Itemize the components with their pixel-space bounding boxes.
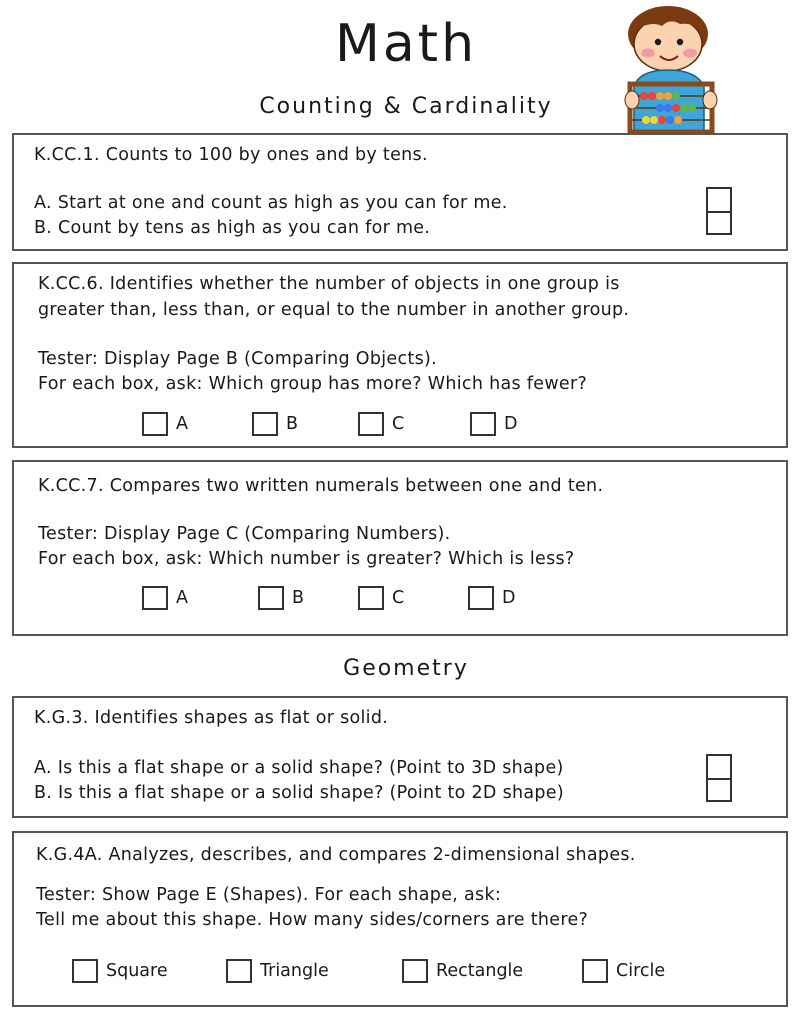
option-label: C [392, 588, 405, 608]
tester-instruction: Tester: Display Page B (Comparing Objects). [38, 349, 437, 369]
kid-abacus-illustration [610, 4, 730, 136]
section-heading-counting: Counting & Cardinality [259, 94, 553, 119]
option-label: B [286, 414, 299, 434]
score-box-b[interactable] [708, 778, 730, 800]
standard-title: K.CC.6. Identifies whether the number of objects in one group is [38, 274, 620, 294]
tester-instruction: Tester: Display Page C (Comparing Numbers). [38, 524, 451, 544]
score-box-a[interactable] [708, 756, 730, 778]
option-label: C [392, 414, 405, 434]
question-line: A. Is this a flat shape or a solid shape? (Point to 3D shape) [34, 758, 564, 778]
standard-title: greater than, less than, or equal to the number in another group. [38, 300, 630, 320]
option-rectangle[interactable] [402, 959, 523, 983]
checkbox[interactable] [72, 959, 98, 983]
option-a[interactable] [142, 412, 188, 436]
score-boxes [706, 754, 732, 802]
checkbox[interactable] [402, 959, 428, 983]
option-b[interactable] [252, 412, 298, 436]
checkbox[interactable] [142, 412, 168, 436]
standard-title: K.G.3. Identifies shapes as flat or solid. [34, 708, 389, 728]
question-line: A. Start at one and count as high as you can for me. [34, 193, 508, 213]
checkbox[interactable] [258, 586, 284, 610]
option-b[interactable] [258, 586, 304, 610]
page-title: Math [334, 14, 478, 74]
checkbox[interactable] [252, 412, 278, 436]
standard-title: K.G.4A. Analyzes, describes, and compares 2-dimensional shapes. [36, 845, 636, 865]
option-triangle[interactable] [226, 959, 329, 983]
tester-instruction: Tester: Show Page E (Shapes). For each shape, ask: [36, 885, 502, 905]
tester-instruction: For each box, ask: Which group has more? Which has fewer? [38, 374, 588, 394]
option-label: Rectangle [436, 961, 524, 981]
section-heading-geometry: Geometry [343, 656, 469, 681]
assessment-box-kcc1 [12, 133, 788, 251]
option-label: A [176, 414, 188, 434]
option-label: D [502, 588, 516, 608]
option-c[interactable] [358, 412, 404, 436]
question-line: B. Is this a flat shape or a solid shape? (Point to 2D shape) [34, 783, 565, 803]
standard-title: K.CC.7. Compares two written numerals between one and ten. [38, 476, 604, 496]
standard-title: K.CC.1. Counts to 100 by ones and by tens. [34, 145, 428, 165]
option-label: Square [106, 961, 168, 981]
checkbox[interactable] [358, 412, 384, 436]
tester-instruction: Tell me about this shape. How many sides/corners are there? [36, 910, 589, 930]
score-box-a[interactable] [708, 189, 730, 211]
option-label: D [504, 414, 518, 434]
option-square[interactable] [72, 959, 168, 983]
assessment-box-kcc7 [12, 460, 788, 636]
score-boxes [706, 187, 732, 235]
option-label: B [292, 588, 305, 608]
checkbox[interactable] [226, 959, 252, 983]
question-line: B. Count by tens as high as you can for me. [34, 218, 431, 238]
option-label: Triangle [260, 961, 329, 981]
option-d[interactable] [468, 586, 515, 610]
option-label: A [176, 588, 188, 608]
tester-instruction: For each box, ask: Which number is greater? Which is less? [38, 549, 575, 569]
checkbox[interactable] [468, 586, 494, 610]
assessment-box-kg3 [12, 696, 788, 818]
score-box-b[interactable] [708, 211, 730, 233]
option-d[interactable] [470, 412, 517, 436]
checkbox[interactable] [582, 959, 608, 983]
option-a[interactable] [142, 586, 188, 610]
checkbox[interactable] [470, 412, 496, 436]
assessment-box-kg4a [12, 831, 788, 1007]
checkbox[interactable] [358, 586, 384, 610]
assessment-box-kcc6 [12, 262, 788, 448]
option-label: Circle [616, 961, 666, 981]
option-c[interactable] [358, 586, 404, 610]
checkbox[interactable] [142, 586, 168, 610]
option-circle[interactable] [582, 959, 665, 983]
